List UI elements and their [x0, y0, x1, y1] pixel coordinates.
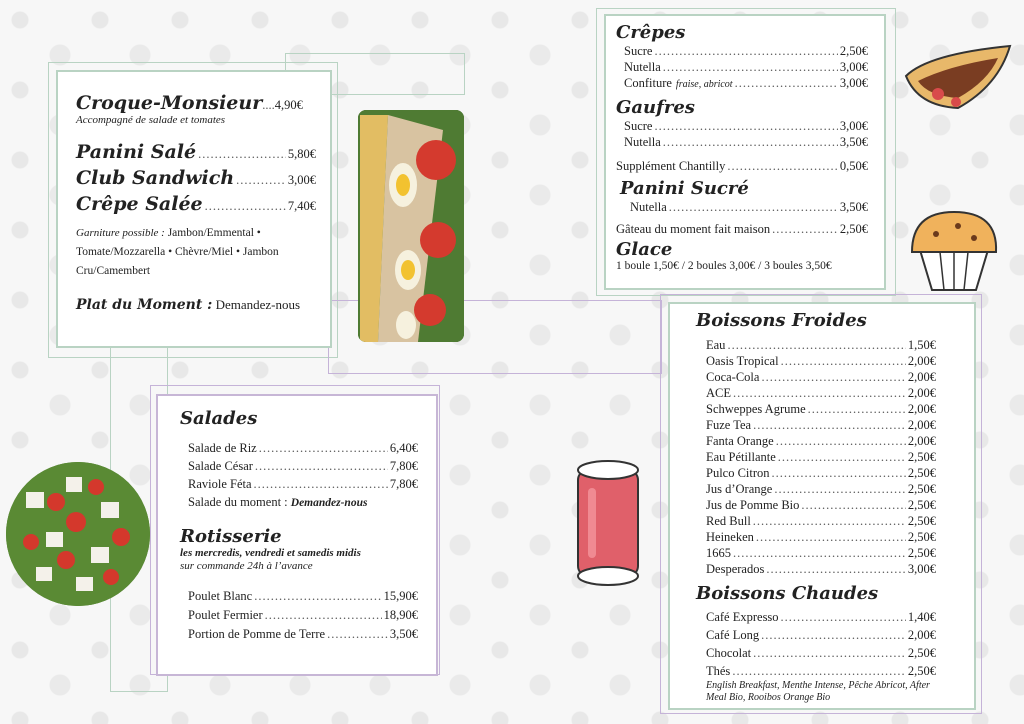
- cold-drinks-list: [696, 337, 936, 577]
- menu-item: Eau ..... 1,50€: [706, 337, 936, 353]
- salades-title: Salades: [180, 408, 258, 429]
- panini-sucre-title: Panini Sucré: [620, 178, 749, 199]
- croque-note: Accompagné de salade et tomates: [76, 114, 226, 126]
- menu-item: Salade de Riz ..... 6,40€: [188, 439, 418, 457]
- menu-item: Sucre ..... 2,50€: [624, 43, 868, 59]
- croque-price: 4,90€: [274, 98, 303, 112]
- muffin-illustration: [906, 206, 1002, 292]
- menu-item: Nutella ..... 3,00€: [624, 59, 868, 75]
- menu-item: Poulet Fermier ..... 18,90€: [188, 606, 418, 625]
- menu-item: Salade César ..... 7,80€: [188, 457, 418, 475]
- sandwich-photo: [358, 110, 464, 342]
- garniture-text: Garniture possible : Jambon/Emmental • Tomate/Mozzarella • Chèvre/Miel • Jambon Cru/Camembert: [76, 227, 279, 277]
- menu-item: Sucre ..... 3,00€: [624, 118, 868, 134]
- menu-item: Schweppes Agrume ..... 2,00€: [706, 401, 936, 417]
- menu-item: 1665 ..... 2,50€: [706, 545, 936, 561]
- salades-panel: [156, 394, 438, 676]
- menu-item: Café Expresso ..... 1,40€: [706, 608, 936, 626]
- menu-item: Supplément Chantilly ..... 0,50€: [616, 158, 868, 174]
- menu-item: Nutella ..... 3,50€: [624, 134, 868, 150]
- menu-item: Chocolat ..... 2,50€: [706, 644, 936, 662]
- menu-item: Fanta Orange ..... 2,00€: [706, 433, 936, 449]
- sweets-panel: [604, 14, 886, 290]
- croque-title: Croque-Monsieur: [76, 92, 263, 114]
- menu-item: Panini Salé ..... 5,80€: [76, 140, 316, 166]
- menu-item: Café Long ..... 2,00€: [706, 626, 936, 644]
- muffin-svg: [906, 206, 1002, 292]
- menu-item: Jus d’Orange ..... 2,50€: [706, 481, 936, 497]
- salad-svg: [6, 462, 150, 606]
- menu-item: Raviole Féta ..... 7,80€: [188, 475, 418, 493]
- drinks-panel: [668, 302, 976, 710]
- menu-item: Club Sandwich ..... 3,00€: [76, 166, 316, 192]
- salade-moment: Salade du moment : Demandez-nous: [188, 495, 368, 509]
- menu-item: Poulet Blanc ..... 15,90€: [188, 587, 418, 606]
- boissons-froides-title: Boissons Froides: [696, 310, 867, 331]
- menu-item: Red Bull ..... 2,50€: [706, 513, 936, 529]
- boissons-chaudes-title: Boissons Chaudes: [696, 583, 879, 604]
- menu-item: Pulco Citron ..... 2,50€: [706, 465, 936, 481]
- glace-title: Glace: [616, 239, 673, 260]
- menu-item: ACE ..... 2,00€: [706, 385, 936, 401]
- menu-item: Confiture fraise, abricot ..... 3,00€: [624, 75, 868, 93]
- menu-item: Oasis Tropical ..... 2,00€: [706, 353, 936, 369]
- menu-item: Eau Pétillante ..... 2,50€: [706, 449, 936, 465]
- savoury-panel: Croque-Monsieur .... 4,90€ Accompagné de salade et tomates Panini Salé ..... 5,80€ Club Sandwich ..... 3,00€ Crêpe Salée ..... 7,40€ Garniture possible : Jambon/Emmental • Tomate/Mozzarella • Chèvre/Miel • Jambon Cru/Camembert Plat du Moment : Demandez-nous: [56, 70, 332, 348]
- menu-item: Fuze Tea ..... 2,00€: [706, 417, 936, 433]
- crepe-svg: [898, 36, 1020, 116]
- salad-photo: [6, 462, 150, 606]
- menu-item: Thés ..... 2,50€: [706, 662, 936, 680]
- rotisserie-order: sur commande 24h à l’avance: [180, 560, 313, 572]
- rotisserie-subtitle: les mercredis, vendredi et samedis midis: [180, 547, 361, 559]
- menu-item: Crêpe Salée ..... 7,40€: [76, 192, 316, 218]
- plat-moment: Plat du Moment : Demandez-nous: [76, 297, 301, 313]
- hot-drinks-list: [696, 608, 936, 704]
- menu-item: Gâteau du moment fait maison ..... 2,50€: [616, 221, 868, 237]
- menu-item: Portion de Pomme de Terre ..... 3,50€: [188, 625, 418, 644]
- menu-item: Desperados ..... 3,00€: [706, 561, 936, 577]
- thes-note: English Breakfast, Menthe Intense, Pêche Abricot, After Meal Bio, Rooibos Orange Bio: [706, 680, 930, 703]
- rotisserie-title: Rotisserie: [180, 526, 282, 547]
- glace-text: 1 boule 1,50€ / 2 boules 3,00€ / 3 boules 3,50€: [616, 260, 832, 272]
- menu-item: Jus de Pomme Bio ..... 2,50€: [706, 497, 936, 513]
- soda-can-svg: [572, 458, 644, 588]
- crepe-illustration: [898, 36, 1020, 116]
- menu-item: Heineken ..... 2,50€: [706, 529, 936, 545]
- sandwich-svg: [358, 110, 464, 342]
- crepes-title: Crêpes: [616, 22, 686, 43]
- menu-item: Coca-Cola ..... 2,00€: [706, 369, 936, 385]
- menu-item: Nutella ..... 3,50€: [630, 199, 868, 215]
- gaufres-title: Gaufres: [616, 97, 695, 118]
- soda-can-illustration: [572, 458, 644, 588]
